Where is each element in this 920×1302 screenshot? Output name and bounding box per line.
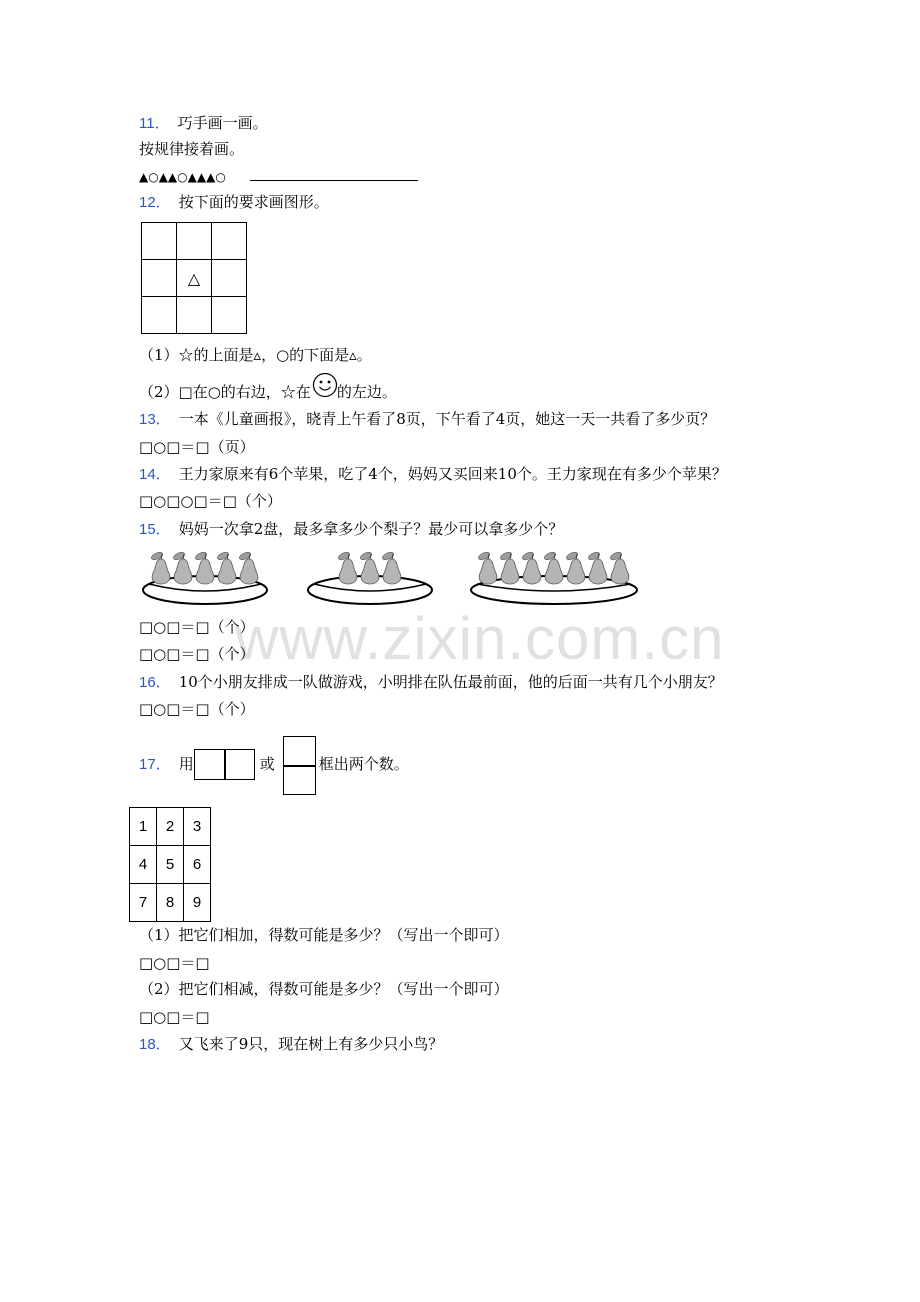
grid-cell[interactable] — [142, 223, 177, 260]
pear-icon — [521, 551, 541, 584]
grid-cell[interactable] — [212, 223, 247, 260]
question-number: 12． — [139, 194, 171, 211]
triangle-icon: △ — [187, 268, 201, 288]
question-15 — [139, 518, 563, 541]
pear-icon — [238, 551, 258, 584]
question-text: 巧手画一画。 — [177, 114, 268, 132]
question-number: 13． — [139, 411, 171, 428]
question-number: 17． — [139, 756, 171, 773]
formula: □○□○□＝□（个） — [139, 492, 282, 510]
smiley-icon — [312, 372, 338, 398]
question-13 — [139, 408, 715, 431]
pear-icon — [194, 551, 214, 584]
question-text: 用 — [178, 755, 194, 773]
grid-number-cell[interactable]: 8 — [157, 884, 184, 922]
number-grid — [129, 807, 211, 922]
plate-2 — [308, 551, 432, 604]
pattern-row — [139, 165, 418, 188]
question-text: 又飞来了9只，现在树上有多少只小鸟？ — [178, 1035, 444, 1053]
grid-number-cell[interactable]: 2 — [157, 808, 184, 846]
question-18 — [139, 1033, 443, 1056]
grid-number-cell[interactable]: 1 — [130, 808, 157, 846]
grid-number-cell[interactable]: 7 — [130, 884, 157, 922]
question-text-or: 或 — [259, 755, 275, 773]
requirement-2 — [139, 381, 397, 403]
plate-1 — [143, 551, 267, 604]
grid-number-cell[interactable]: 9 — [184, 884, 211, 922]
requirement-2-text-end: 的左边。 — [336, 383, 397, 401]
drawing-grid — [141, 222, 247, 334]
formula: □○□＝□（个） — [139, 618, 255, 636]
question-17 — [139, 753, 409, 776]
pear-icon — [150, 551, 170, 584]
pear-icon — [543, 551, 563, 584]
grid-number-cell[interactable]: 6 — [184, 846, 211, 884]
question-number: 16． — [139, 674, 171, 691]
question-number: 18． — [139, 1036, 171, 1053]
requirement-2-text: （2）□在○的右边，☆在 — [139, 383, 311, 401]
pear-icon — [587, 551, 607, 584]
question-text-end: 框出两个数。 — [318, 755, 409, 773]
subquestion-1: （1）把它们相加，得数可能是多少？（写出一个即可） — [139, 926, 509, 944]
pear-icon — [359, 551, 379, 584]
question-number: 15． — [139, 521, 171, 538]
grid-number-cell[interactable]: 3 — [184, 808, 211, 846]
question-number: 14． — [139, 466, 171, 483]
grid-cell[interactable] — [177, 223, 212, 260]
formula: □○□＝□（个） — [139, 700, 255, 718]
question-text: 10个小朋友排成一队做游戏，小明排在队伍最前面，他的后面一共有几个小朋友？ — [178, 673, 723, 691]
pear-icon — [499, 551, 519, 584]
question-number: 11． — [139, 115, 170, 132]
pear-icon — [565, 551, 585, 584]
question-text: 妈妈一次拿2盘，最多拿多少个梨子？最少可以拿多少个？ — [178, 520, 564, 538]
pear-icon — [337, 551, 357, 584]
pear-icon — [609, 551, 629, 584]
pear-icon — [381, 551, 401, 584]
grid-cell[interactable] — [212, 260, 247, 297]
grid-cell[interactable] — [177, 297, 212, 334]
grid-cell-center — [177, 260, 212, 297]
question-11 — [139, 112, 268, 135]
question-text: 王力家原来有6个苹果，吃了4个，妈妈又买回来10个。王力家现在有多少个苹果？ — [178, 465, 727, 483]
formula: □○□＝□ — [139, 954, 210, 972]
grid-number-cell[interactable]: 4 — [130, 846, 157, 884]
formula: □○□＝□（页） — [139, 438, 255, 456]
shape-pattern: ▲○▲▲○▲▲▲○ — [139, 170, 226, 184]
requirement-1: （1）☆的上面是▵，○的下面是▵。 — [139, 346, 372, 364]
question-14 — [139, 463, 727, 486]
grid-cell[interactable] — [142, 260, 177, 297]
pear-plates — [138, 546, 648, 610]
question-16 — [139, 671, 723, 694]
grid-number-cell[interactable]: 5 — [157, 846, 184, 884]
pear-icon — [477, 551, 497, 584]
frame-divider — [224, 749, 226, 780]
question-12 — [139, 191, 329, 214]
pear-icon — [172, 551, 192, 584]
watermark: www.zixin.com.cn — [235, 605, 725, 672]
grid-cell[interactable] — [212, 297, 247, 334]
answer-blank[interactable] — [250, 166, 418, 181]
grid-cell[interactable] — [142, 297, 177, 334]
subquestion-2: （2）把它们相减，得数可能是多少？（写出一个即可） — [139, 980, 509, 998]
question-text: 一本《儿童画报》，晓青上午看了8页，下午看了4页，她这一天一共看了多少页？ — [178, 410, 716, 428]
pear-icon — [216, 551, 236, 584]
question-text: 按下面的要求画图形。 — [178, 193, 329, 211]
formula: □○□＝□ — [139, 1008, 210, 1026]
formula: □○□＝□（个） — [139, 645, 255, 663]
plate-3 — [471, 551, 637, 604]
question-11-subtitle: 按规律接着画。 — [139, 140, 245, 158]
frame-divider — [283, 765, 316, 767]
